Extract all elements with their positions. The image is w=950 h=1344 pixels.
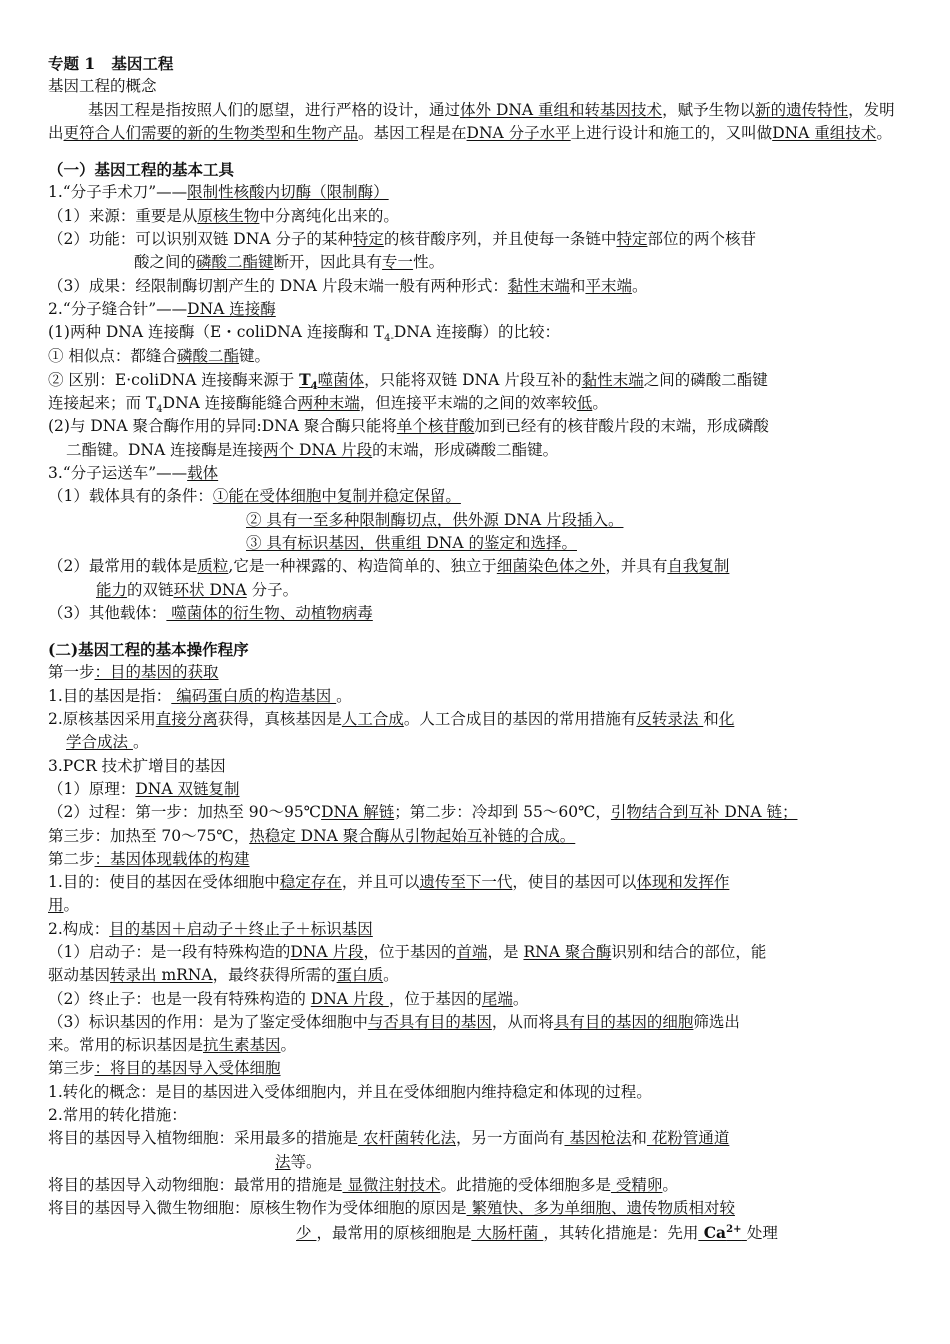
pcr-principle: （1）原理：DNA 双链复制 <box>48 779 240 798</box>
marker-gene-line2: 来。常用的标识基因是抗生素基因。 <box>48 1036 297 1055</box>
step-2-heading: 第二步：基因体现载体的构建 <box>48 849 250 868</box>
animal-cell: 将目的基因导入动物细胞：最常用的措施是 显微注射技术。此措施的受体细胞多是 受精卵。 <box>48 1175 678 1194</box>
terminator: （2）终止子：也是一段有特殊构造的 DNA 片段 ，位于基因的尾端。 <box>48 989 529 1008</box>
section-1-heading: （一）基因工程的基本工具 <box>48 160 235 180</box>
step-1-item-2-line2: 学合成法 。 <box>66 733 149 752</box>
transformation-methods-heading: 2.常用的转化措施： <box>48 1106 187 1125</box>
tool-3-heading: 3.“分子运送车”——载体 <box>48 464 219 483</box>
microbe-cell-line1: 将目的基因导入微生物细胞：原核生物作为受体细胞的原因是 繁殖快、多为单细胞、遗传物质相对较 <box>48 1199 735 1218</box>
tool-1-function-line1: （2）功能：可以识别双链 DNA 分子的某种特定的核苷酸序列，并且使每一条链中特定部位的两个核苷 <box>48 230 756 249</box>
step-1-item-1: 1.目的基因是指： 编码蛋白质的构造基因 。 <box>48 686 352 705</box>
doc-title-number: 专题 1 <box>48 54 96 73</box>
promoter-line2: 驱动基因转录出 mRNA，最终获得所需的蛋白质。 <box>48 966 399 985</box>
pcr-process-line1: （2）过程：第一步：加热至 90～95℃DNA 解链；第二步：冷却到 55～60℃，引物结合到互补 DNA 链； <box>48 803 798 822</box>
vector-condition-3: ③ 具有标识基因，供重组 DNA 的鉴定和选择。 <box>246 533 577 552</box>
tool-1-function-line2: 酸之间的磷酸二酯键断开，因此具有专一性。 <box>134 253 445 272</box>
vector-condition-2: ② 具有一至多种限制酶切点，供外源 DNA 片段插入。 <box>246 510 624 529</box>
concept-paragraph: 基因工程是指按照人们的愿望，进行严格的设计，通过体外 DNA 重组和转基因技术，赋予生物以新的遗传特性，发明出更符合人们需要的新的生物类型和生物产品。基因工程是在DNA 分子水平上进行设计和施工的，又叫做DNA 重组技术。 <box>48 100 895 142</box>
tool-2-vs-polymerase-line1: (2)与 DNA 聚合酶作用的异同:DNA 聚合酶只能将单个核苷酸加到已经有的核苷酸片段的末端，形成磷酸 <box>48 417 769 436</box>
tool-2-vs-polymerase-line2: 二酯键。DNA 连接酶是连接两个 DNA 片段的末端，形成磷酸二酯键。 <box>66 440 559 459</box>
step-2-purpose-line2: 用。 <box>48 896 80 915</box>
transformation-concept: 1.转化的概念：是目的基因进入受体细胞内，并且在受体细胞内维持稳定和体现的过程。 <box>48 1082 652 1101</box>
tool-2-difference-line2: 连接起来；而 $T_4DNA$ 连接酶能缝合两种末端，但连接平末端的之间的效率较低。 <box>48 394 608 416</box>
step-1-item-2-line1: 2.原核基因采用直接分离获得，真核基因是人工合成。人工合成目的基因的常用措施有反转录法 和化 <box>48 710 735 729</box>
step-1-item-3: 3.PCR 技术扩增目的基因 <box>48 756 226 775</box>
step-2-purpose-line1: 1.目的：使目的基因在受体细胞中稳定存在，并且可以遗传至下一代，使目的基因可以体现和发挥作 <box>48 873 730 892</box>
vector-plasmid-line1: （2）最常用的载体是质粒,它是一种裸露的、构造简单的、独立于细菌染色体之外，并具有自我复制 <box>48 557 730 576</box>
tool-1-source: （1）来源：重要是从原核生物中分离纯化出来的。 <box>48 206 399 225</box>
tool-1-result: （3）成果：经限制酶切割产生的 DNA 片段末端一般有两种形式：黏性末端和平末端。 <box>48 276 648 295</box>
doc-title <box>48 52 910 75</box>
vector-condition-1: （1）载体具有的条件：①能在受体细胞中复制并稳定保留。 <box>48 487 461 506</box>
tool-2-heading: 2.“分子缝合针”——DNA 连接酶 <box>48 299 276 318</box>
step-2-composition: 2.构成：目的基因＋启动子＋终止子＋标识基因 <box>48 919 373 938</box>
step-1-heading: 第一步：目的基因的获取 <box>48 663 219 682</box>
microbe-cell-line2: 少 ，最常用的原核细胞是 大肠杆菌 ，其转化措施是：先用 $Ca^{2+}$ 处理 <box>296 1222 778 1242</box>
tool-2-comparison: (1)两种 DNA 连接酶（E・coliDNA 连接酶和 $T_{4-}DNA$ 连接酶）的比较： <box>48 323 560 345</box>
plant-cell-line2: 法等。 <box>275 1152 322 1171</box>
vector-plasmid-line2: 能力的双链环状 DNA 分子。 <box>96 580 299 599</box>
concept-heading: 基因工程的概念 <box>48 77 157 96</box>
vector-other: （3）其他载体： 噬菌体的衍生物、动植物病毒 <box>48 603 373 622</box>
tool-1-heading: 1.“分子手术刀”——限制性核酸内切酶（限制酶） <box>48 183 389 202</box>
step-3-heading: 第三步：将目的基因导入受体细胞 <box>48 1059 281 1078</box>
promoter-line1: （1）启动子：是一段有特殊构造的DNA 片段，位于基因的首端，是 RNA 聚合酶识别和结合的部位，能 <box>48 942 767 961</box>
plant-cell-line1: 将目的基因导入植物细胞：采用最多的措施是 农杆菌转化法，另一方面尚有 基因枪法和 花粉管通道 <box>48 1129 730 1148</box>
pcr-process-line2: 第三步：加热至 70～75℃，热稳定 DNA 聚合酶从引物起始互补链的合成。 <box>48 826 576 845</box>
tool-2-similarity: ① 相似点：都缝合磷酸二酯键。 <box>48 346 270 365</box>
section-2-heading: (二)基因工程的基本操作程序 <box>48 640 249 660</box>
doc-title-name: 基因工程 <box>111 54 174 73</box>
marker-gene-line1: （3）标识基因的作用：是为了鉴定受体细胞中与否具有目的基因，从而将具有目的基因的细胞筛选出 <box>48 1012 740 1031</box>
tool-2-difference-line1: ② 区别：E·coliDNA 连接酶来源于 $T_4$噬菌体，只能将双链 DNA 片段互补的黏性末端之间的磷酸二酯键 <box>48 369 768 392</box>
